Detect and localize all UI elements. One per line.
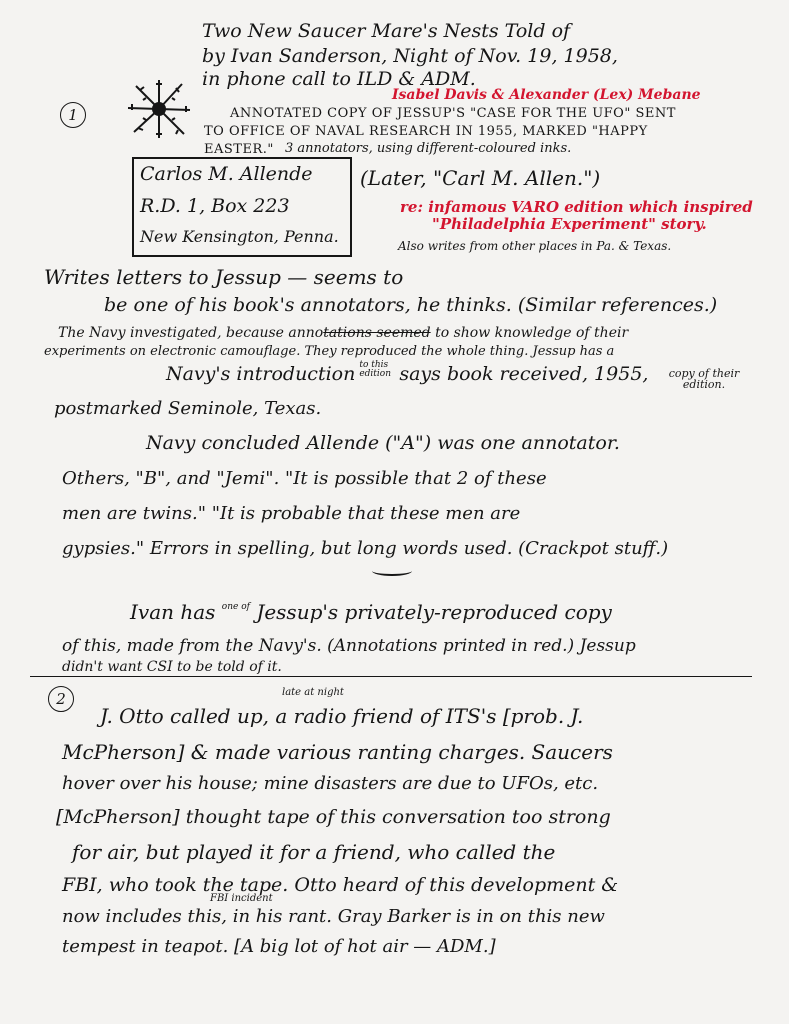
address-rd: R.D. 1, Box 223 xyxy=(140,195,290,217)
also-writes-note: Also writes from other places in Pa. & Texas. xyxy=(398,239,672,253)
postmarked-line: postmarked Seminole, Texas. xyxy=(54,398,322,419)
ink-sketch-icon xyxy=(126,78,192,140)
annotated-copy-line-3: EASTER." xyxy=(204,142,274,157)
long-words-underline xyxy=(372,566,412,576)
late-at-night-note: late at night xyxy=(282,687,344,698)
otto-line-7: now includes this, in his rant. Gray Barker is in on this new xyxy=(62,906,605,927)
otto-line-4: [McPherson] thought tape of this conversation too strong xyxy=(56,806,611,828)
navy-line-1: The Navy investigated, because annotations seemed to show knowledge of their xyxy=(58,325,629,341)
later-name: (Later, "Carl M. Allen.") xyxy=(360,166,601,190)
title-line-1: Two New Saucer Mare's Nests Told of xyxy=(202,20,571,42)
annotators-note: 3 annotators, using different-coloured inks. xyxy=(285,141,572,156)
address-box xyxy=(132,157,352,257)
otto-line-6: FBI, who took the tape. Otto heard of this development & xyxy=(62,874,619,896)
fbi-incident-note: FBI incident xyxy=(210,893,273,904)
concluded-line-1: Navy concluded Allende ("A") was one annotator. xyxy=(146,432,620,454)
ivan-line-2: of this, made from the Navy's. (Annotations printed in red.) Jessup xyxy=(62,636,636,656)
body-line-2: be one of his book's annotators, he thinks. (Similar references.) xyxy=(104,294,718,316)
navy-line-2: experiments on electronic camouflage. They reproduced the whole thing. Jessup has a xyxy=(44,344,615,359)
annotated-copy-line-1: ANNOTATED COPY OF JESSUP'S "CASE FOR THE UFO" SENT xyxy=(230,106,676,121)
section-1-number: 1 xyxy=(60,102,86,128)
title-line-2: by Ivan Sanderson, Night of Nov. 19, 1958, xyxy=(202,45,618,67)
ivan-line-3: didn't want CSI to be told of it. xyxy=(62,659,282,675)
otto-line-8: tempest in teapot. [A big lot of hot air — ADM.] xyxy=(62,936,496,957)
navy-intro-line: Navy's introduction to this edition says book received, 1955, xyxy=(166,360,649,385)
red-annotation-names: Isabel Davis & Alexander (Lex) Mebane xyxy=(392,87,701,103)
concluded-line-2: Others, "B", and "Jemi". "It is possible that 2 of these xyxy=(62,468,547,489)
ivan-line-1: Ivan has $^{one of}$ Jessup's privately-reproduced copy xyxy=(130,600,612,624)
otto-line-2: McPherson] & made various ranting charges. Saucers xyxy=(62,740,613,764)
otto-line-5: for air, but played it for a friend, who called the xyxy=(72,840,556,864)
section-divider xyxy=(30,676,752,677)
otto-line-1: J. Otto called up, a radio friend of ITS's [prob. J. xyxy=(100,704,584,728)
concluded-line-4: gypsies." Errors in spelling, but long words used. (Crackpot stuff.) xyxy=(62,538,669,559)
address-name: Carlos M. Allende xyxy=(140,163,313,185)
body-line-1: Writes letters to Jessup — seems to xyxy=(44,265,404,289)
title-line-3: in phone call to ILD & ADM. xyxy=(202,68,476,90)
red-annotation-varo-1: re: infamous VARO edition which inspired xyxy=(400,198,753,216)
otto-line-3: hover over his house; mine disasters are due to UFOs, etc. xyxy=(62,773,599,794)
copy-of-edition-note: copy of their edition. xyxy=(668,367,740,391)
annotated-copy-line-2: TO OFFICE OF NAVAL RESEARCH IN 1955, MARKED "HAPPY xyxy=(204,124,648,139)
section-2-number: 2 xyxy=(48,686,74,712)
red-annotation-varo-2: "Philadelphia Experiment" story. xyxy=(432,215,707,233)
address-town: New Kensington, Penna. xyxy=(140,227,339,246)
concluded-line-3: men are twins." "It is probable that these men are xyxy=(62,503,521,524)
